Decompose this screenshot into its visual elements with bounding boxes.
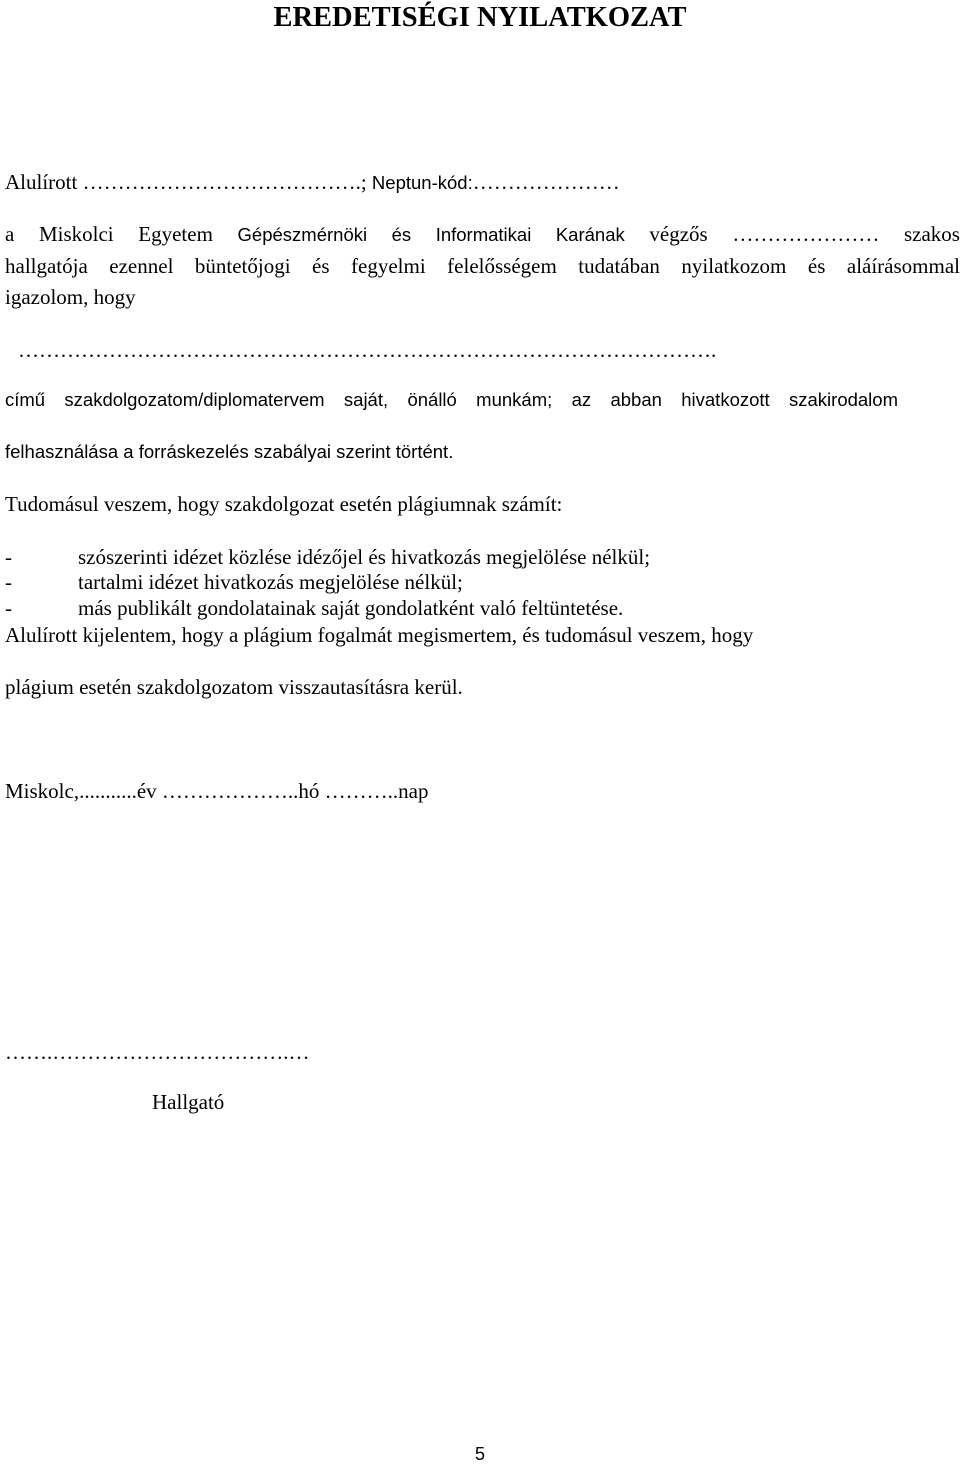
thesis-line: című szakdolgozatom/diplomatervem saját, önálló munkám; az abban hivatkozott szakirodalom (5, 389, 898, 410)
faculty-name: Gépészmérnöki és Informatikai Karának (237, 224, 625, 245)
signature-label: Hallgató (152, 1090, 225, 1114)
date-line: Miskolc,...........év ………………..hó ………..nap (5, 779, 429, 803)
signature-line: …….…………………………….… (5, 1040, 310, 1064)
neptun-code-label: Neptun-kód: (371, 172, 473, 193)
neptun-code-blank: ………………… (472, 170, 620, 194)
statement-line-cont: igazolom, hogy (5, 285, 136, 309)
declarant-label: Alulírott ………………………………….; (5, 170, 372, 194)
thesis-line-cont: felhasználása a forráskezelés szabályai szerint történt. (5, 441, 454, 462)
specialization-blank: ………………… szakos (732, 222, 960, 246)
faculty-line (5, 222, 960, 247)
list-item: tartalmi idézet hivatkozás megjelölése nélkül; (78, 570, 463, 594)
document-title: EREDETISÉGI NYILATKOZAT (273, 2, 687, 33)
page-number: 5 (474, 1444, 485, 1464)
university-text: a Miskolci Egyetem (5, 222, 238, 246)
list-dash: - (5, 596, 12, 620)
list-item: szószerinti idézet közlése idézőjel és hivatkozás megjelölése nélkül; (78, 545, 651, 569)
acknowledgement-line: Alulírott kijelentem, hogy a plágium fogalmát megismertem, és tudomásul veszem, hogy (5, 623, 754, 647)
thesis-title-blank: ………………………………………………………………………………………. (18, 338, 717, 362)
declarant-line (5, 170, 620, 195)
plagiarism-intro: Tudomásul veszem, hogy szakdolgozat esetén plágiumnak számít: (5, 492, 563, 516)
statement-line: hallgatója ezennel büntetőjogi és fegyelmi felelősségem tudatában nyilatkozom és aláírásommal (5, 254, 960, 278)
acknowledgement-line-cont: plágium esetén szakdolgozatom visszautasításra kerül. (5, 675, 463, 699)
list-item: más publikált gondolatainak saját gondolatként való feltüntetése. (78, 596, 624, 620)
list-dash: - (5, 545, 12, 569)
graduating-text: végzős (624, 222, 733, 246)
list-dash: - (5, 570, 12, 594)
